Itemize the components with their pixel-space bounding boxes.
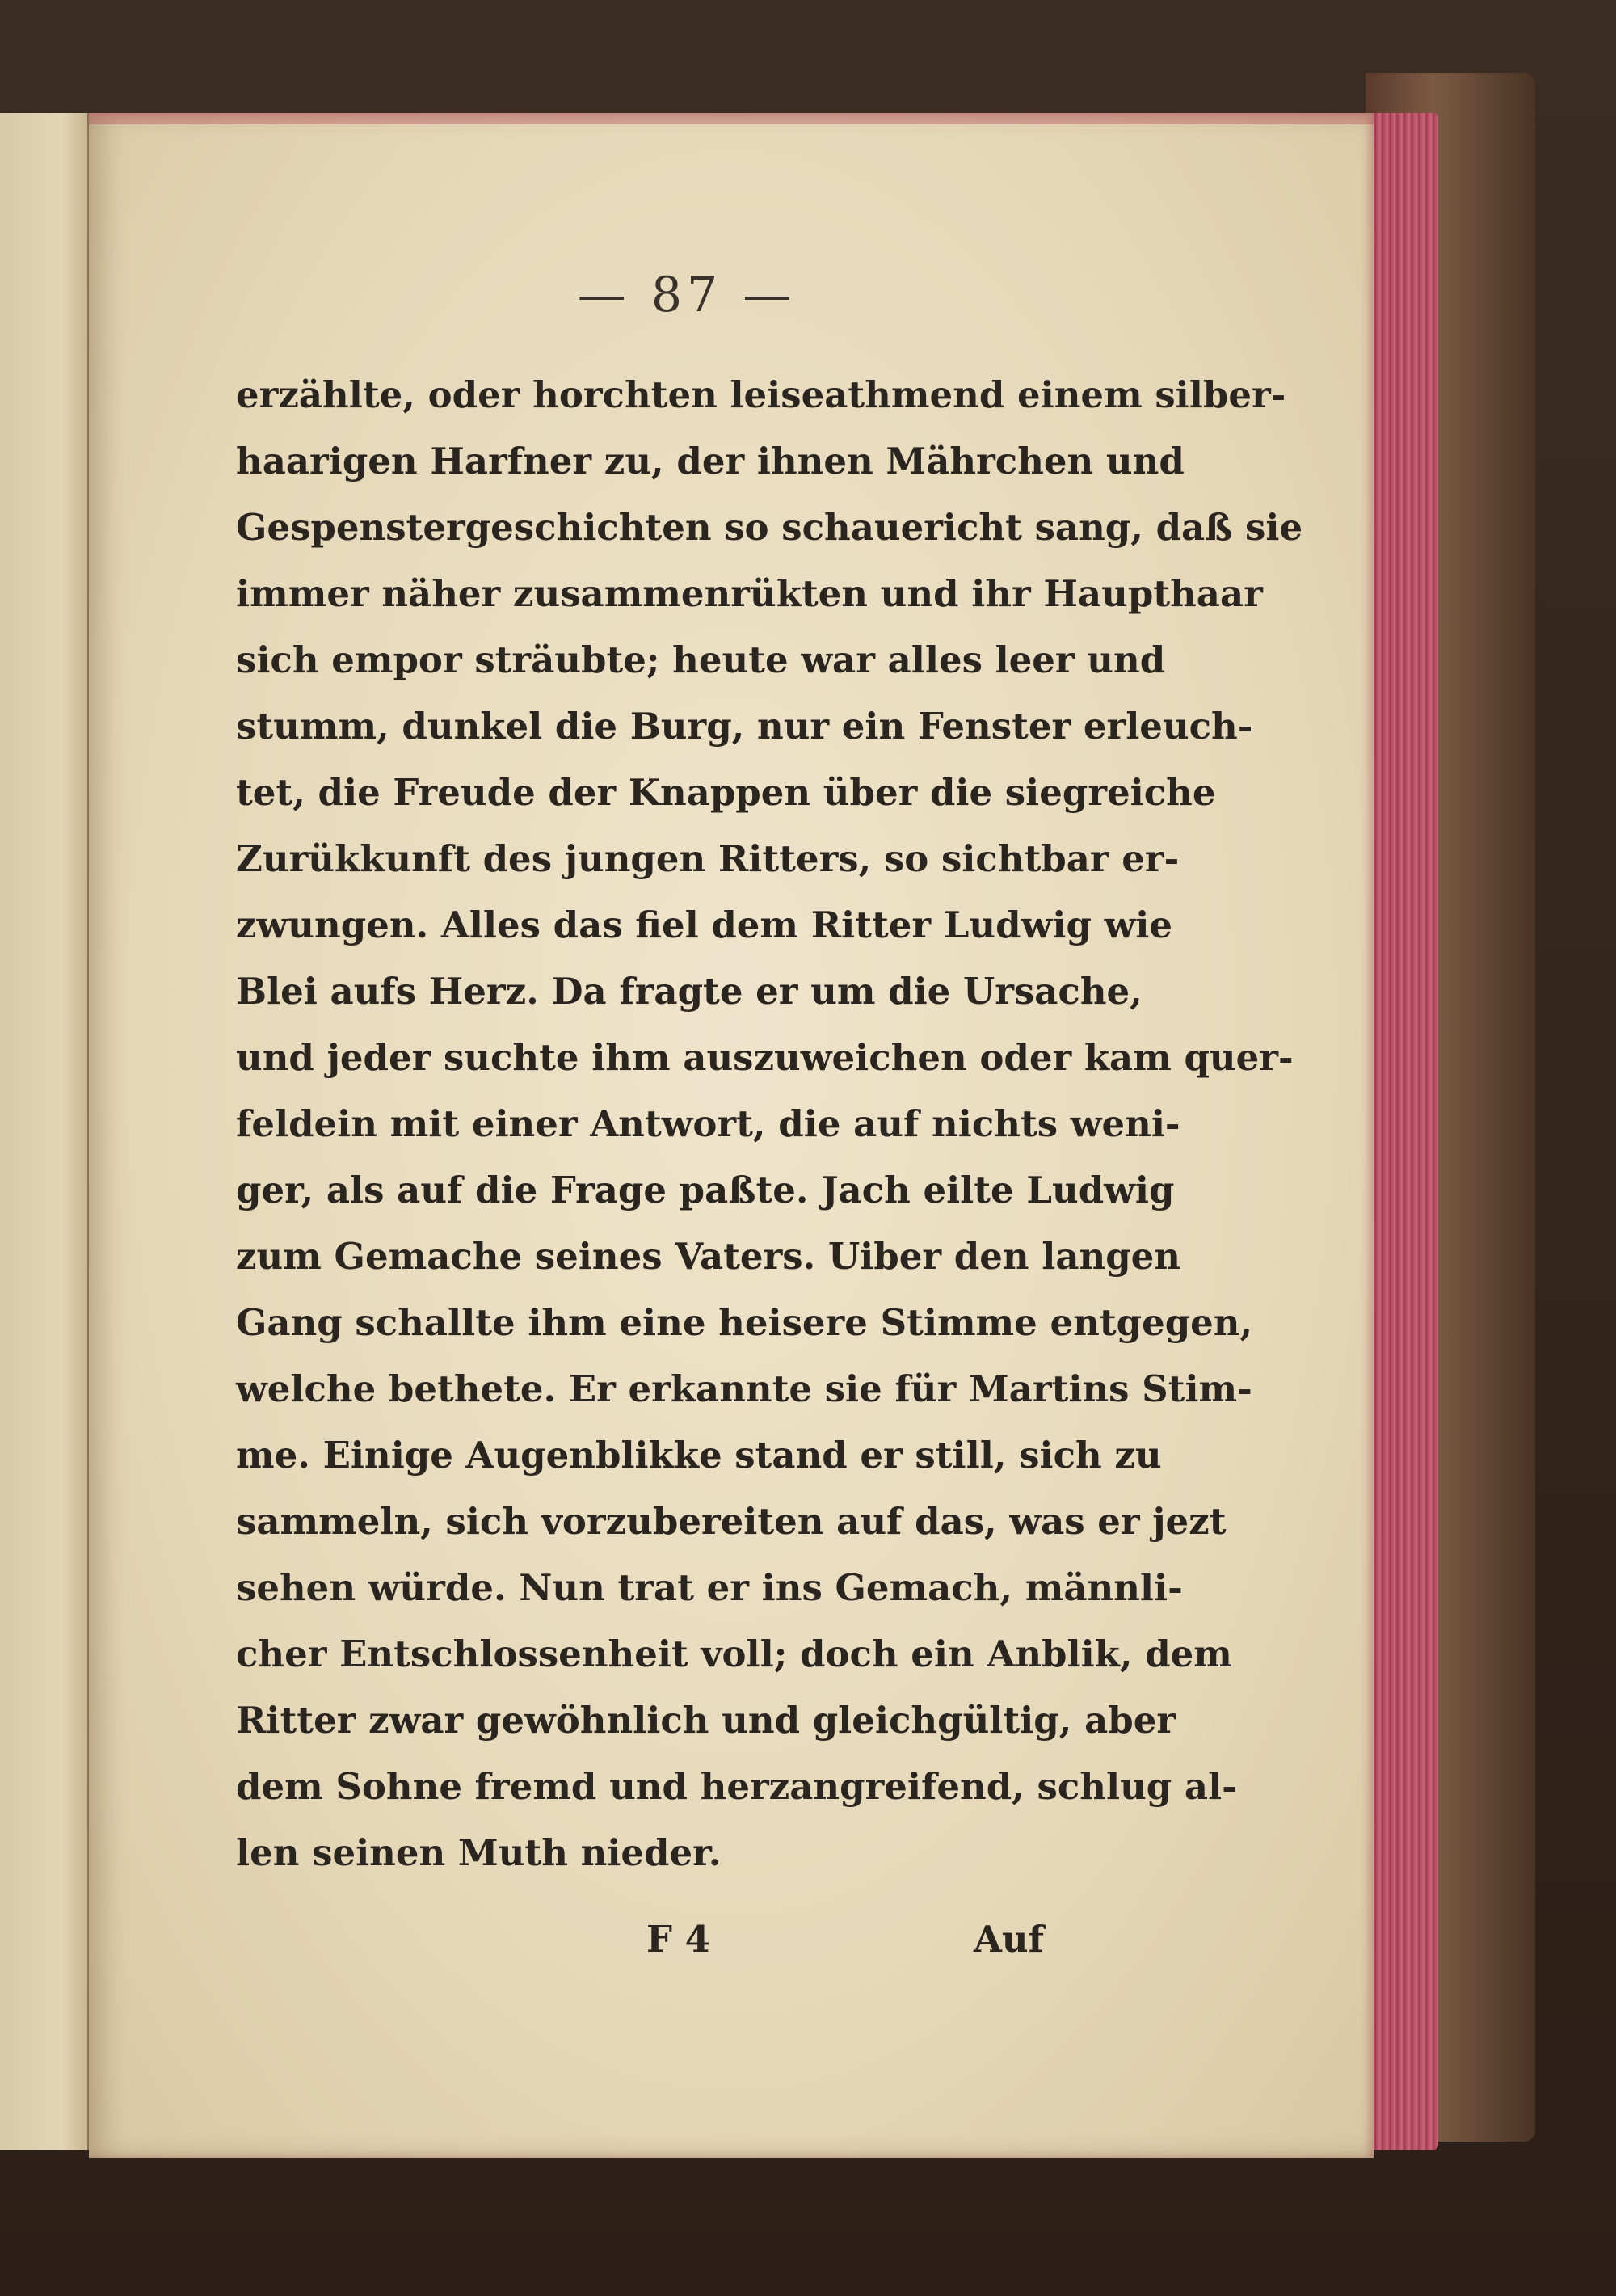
facing-page-edge (0, 113, 90, 2150)
text-line: Ritter zwar gewöhnlich und gleichgültig, aber (236, 1699, 1176, 1742)
text-line: sammeln, sich vorzubereiten auf das, was er jezt (236, 1500, 1227, 1543)
text-line: sich empor sträubte; heute war alles leer und (236, 638, 1166, 681)
text-line: sehen würde. Nun trat er ins Gemach, männli- (236, 1566, 1183, 1609)
catchword: Auf (974, 1918, 1044, 1961)
text-line: cher Entschlossenheit voll; doch ein Anblik, dem (236, 1632, 1232, 1675)
text-line: welche bethete. Er erkannte sie für Martins Stim- (236, 1367, 1252, 1410)
text-line: Blei aufs Herz. Da fragte er um die Ursache, (236, 970, 1143, 1013)
body-text (236, 362, 1303, 1886)
text-line: erzählte, oder horchten leiseathmend einem silber- (236, 373, 1286, 416)
text-line: stumm, dunkel die Burg, nur ein Fenster erleuch- (236, 705, 1253, 748)
text-line: ger, als auf die Frage paßte. Jach eilte Ludwig (236, 1169, 1175, 1211)
page-number: — 87 — (577, 267, 797, 323)
text-line: Zurükkunft des jungen Ritters, so sichtbar er- (236, 837, 1180, 880)
signature-mark: F 4 (646, 1918, 710, 1961)
text-line: tet, die Freude der Knappen über die siegreiche (236, 771, 1216, 814)
text-line: feldein mit einer Antwort, die auf nichts weni- (236, 1102, 1180, 1145)
text-line: haarigen Harfner zu, der ihnen Mährchen und (236, 440, 1185, 482)
text-line: Gang schallte ihm eine heisere Stimme entgegen, (236, 1301, 1253, 1344)
text-line: dem Sohne fremd und herzangreifend, schlug al- (236, 1765, 1237, 1808)
text-line: und jeder suchte ihm auszuweichen oder kam quer- (236, 1036, 1294, 1079)
text-line: immer näher zusammenrükten und ihr Haupthaar (236, 572, 1263, 615)
text-line: zum Gemache seines Vaters. Uiber den langen (236, 1235, 1181, 1278)
text-line: zwungen. Alles das fiel dem Ritter Ludwig wie (236, 904, 1173, 946)
text-line: Gespenstergeschichten so schauericht sang, daß sie (236, 506, 1303, 549)
text-line: me. Einige Augenblikke stand er still, sich zu (236, 1434, 1162, 1477)
text-line: len seinen Muth nieder. (236, 1831, 722, 1874)
